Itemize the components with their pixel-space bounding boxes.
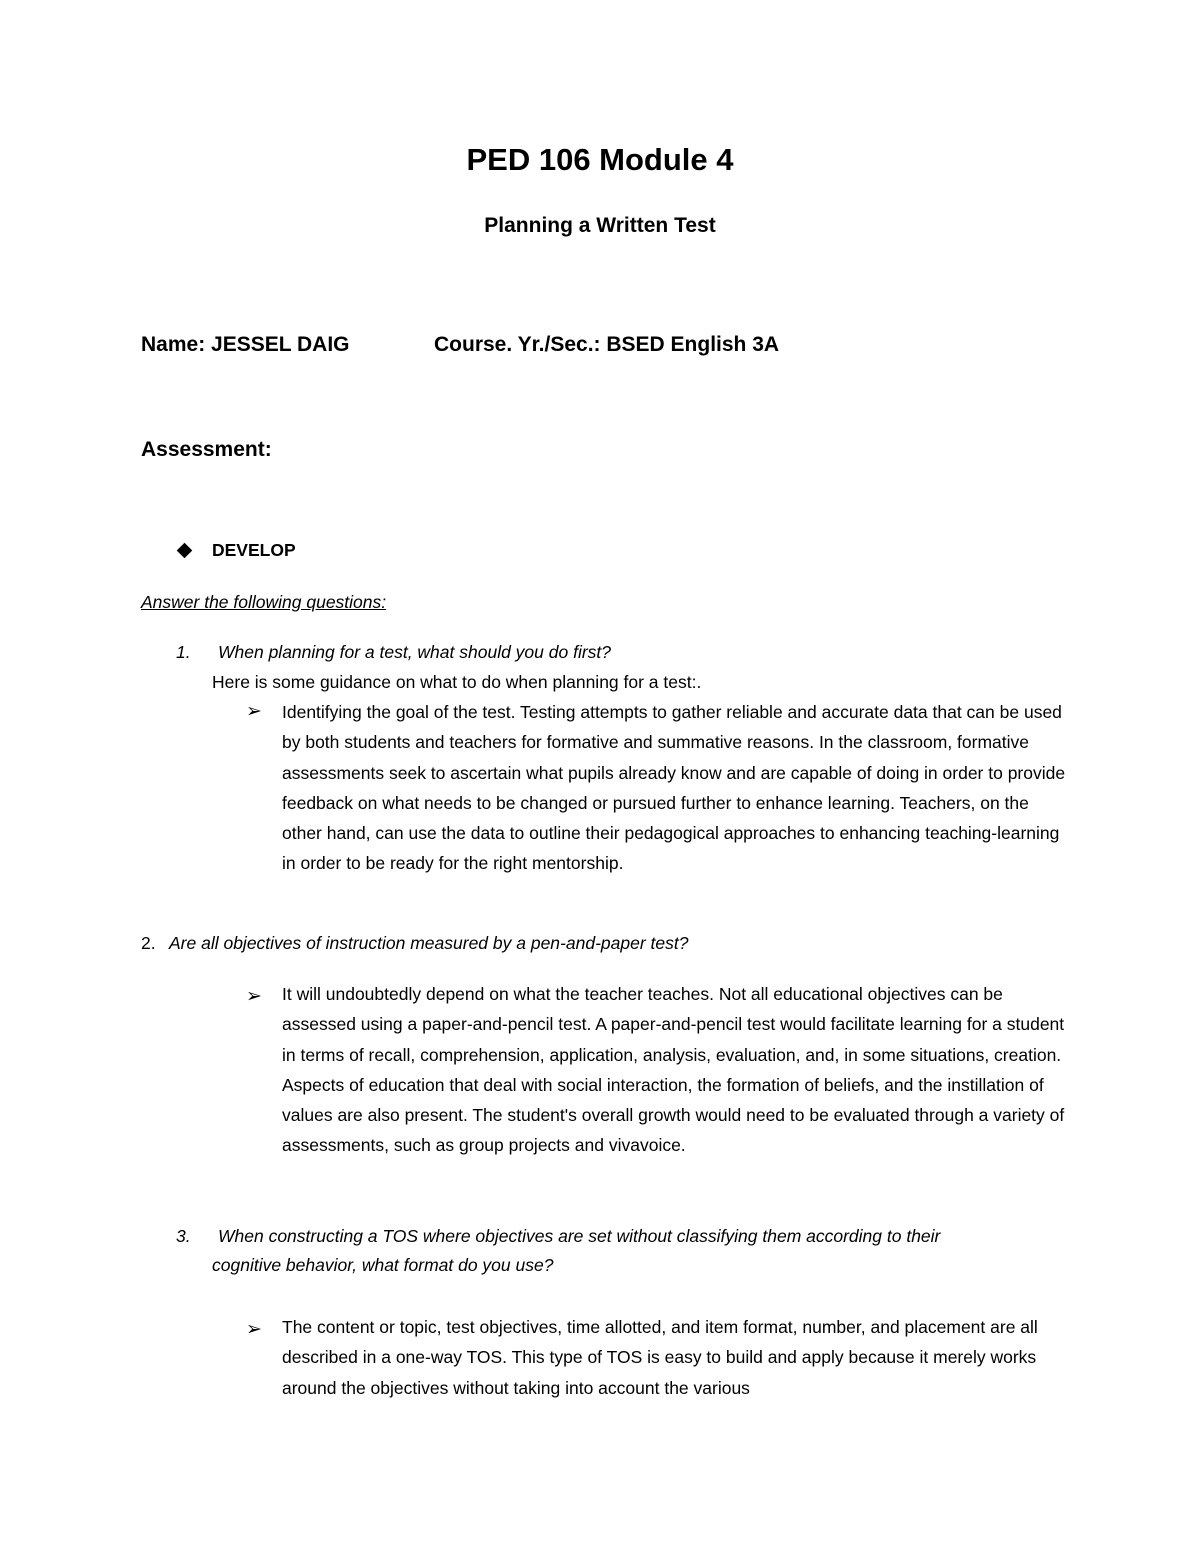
assessment-heading: Assessment:: [141, 438, 272, 461]
answer-paragraph: Identifying the goal of the test. Testing attempts to gather reliable and accurate data that can be used by both students and teachers for formative and summative reasons. In the classroom, formative assessments seek to ascertain what pupils already know and are capable of doing in order to provide feedback on what needs to be changed or pursued further to enhance learning. Teachers, on the other hand, can use the data to outline their pedagogical approaches to enhancing teaching-learning in order to be ready for the right mentorship.: [282, 702, 1066, 874]
course-year-section: Course. Yr./Sec.: BSED English 3A: [434, 333, 780, 356]
answer-paragraph: The content or topic, test objectives, time allotted, and item format, number, and placement are all described in a one-way TOS. This type of TOS is easy to build and apply because it merely works around the objectives without taking into account the various: [282, 1317, 1038, 1398]
question-number: 2.: [141, 933, 156, 953]
instructions: Answer the following questions:: [141, 592, 387, 612]
question-text-continued: cognitive behavior, what format do you use?: [212, 1255, 554, 1275]
page-subtitle: Planning a Written Test: [484, 214, 716, 237]
student-name: Name: JESSEL DAIG: [141, 333, 350, 356]
arrow-bullet-icon: ➢: [246, 985, 262, 1007]
question-text: Are all objectives of instruction measured by a pen-and-paper test?: [169, 933, 689, 953]
question-text: When planning for a test, what should you do first?: [218, 642, 612, 662]
question-number: 1.: [176, 642, 191, 662]
diamond-bullet-icon: [177, 543, 193, 559]
arrow-bullet-icon: ➢: [246, 1318, 262, 1340]
answer-intro: Here is some guidance on what to do when planning for a test:.: [212, 672, 702, 692]
question-number: 3.: [176, 1226, 191, 1246]
section-heading-develop: DEVELOP: [212, 540, 296, 560]
question-text: When constructing a TOS where objectives are set without classifying them according to their: [218, 1226, 941, 1246]
answer-paragraph: It will undoubtedly depend on what the teacher teaches. Not all educational objectives can be assessed using a paper-and-pencil test. A paper-and-pencil test would facilitate learning for a student in terms of recall, comprehension, application, analysis, evaluation, and, in some situations, creation. Aspects of education that deal with social interaction, the formation of beliefs, and the instillation of values are also present. The student's overall growth would need to be evaluated through a variety of assessments, such as group projects and vivavoice.: [282, 984, 1065, 1156]
arrow-bullet-icon: ➢: [246, 700, 262, 722]
page-title: PED 106 Module 4: [466, 142, 734, 177]
